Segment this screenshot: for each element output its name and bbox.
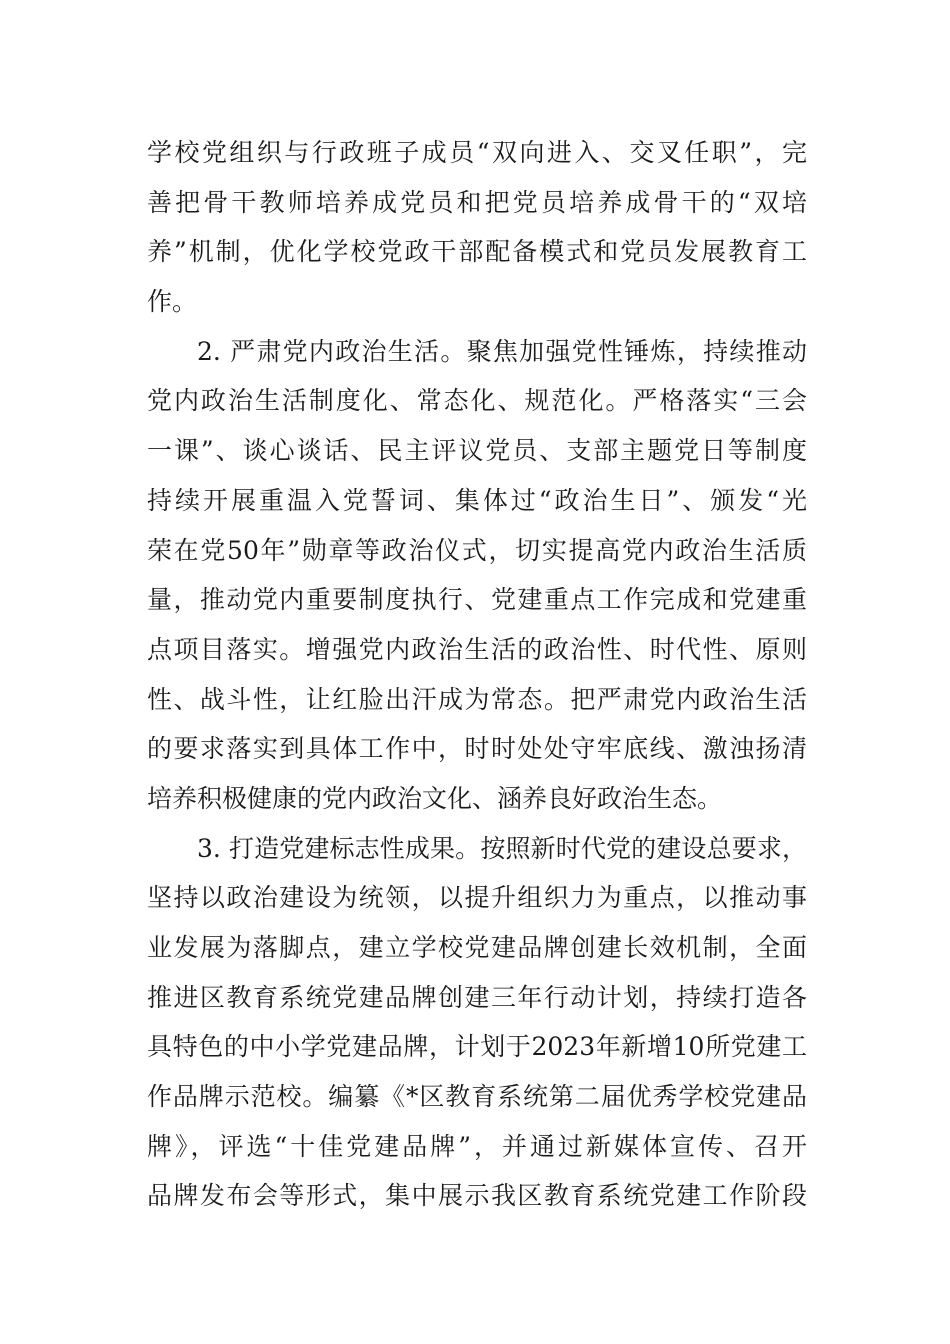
text-line: 荣在党50年”勋章等政治仪式，切实提高党内政治生活质 <box>147 535 807 565</box>
text-line: 的要求落实到具体工作中，时时处处守牢底线、激浊扬清 <box>147 734 807 764</box>
text-line: 业发展为落脚点，建立学校党建品牌创建长效机制，全面 <box>147 933 807 962</box>
text-line: 坚持以政治建设为统领，以提升组织力为重点，以推动事 <box>147 883 807 913</box>
text-line: 学校党组织与行政班子成员“双向进入、交叉任职”，完 <box>147 138 807 167</box>
text-line: 点项目落实。增强党内政治生活的政治性、时代性、原则 <box>147 634 807 664</box>
text-line: 推进区教育系统党建品牌创建三年行动计划，持续打造各 <box>147 982 807 1012</box>
text-line: 2. 严肃党内政治生活。聚焦加强党性锤炼，持续推动 <box>197 336 807 366</box>
text-line: 3. 打造党建标志性成果。按照新时代党的建设总要求， <box>197 833 807 863</box>
text-line: 持续开展重温入党誓词、集体过“政治生日”、颁发“光 <box>147 485 807 515</box>
text-line: 善把骨干教师培养成党员和把党员培养成骨干的“双培 <box>147 187 807 217</box>
text-line: 牌》，评选“十佳党建品牌”，并通过新媒体宣传、召开 <box>147 1131 807 1161</box>
text-line: 品牌发布会等形式，集中展示我区教育系统党建工作阶段 <box>147 1181 807 1211</box>
body-text <box>147 128 807 1221</box>
text-line: 量，推动党内重要制度执行、党建重点工作完成和党建重 <box>147 585 807 615</box>
text-line: 作。 <box>147 287 198 317</box>
text-line: 具特色的中小学党建品牌，计划于2023年新增10所党建工 <box>147 1032 807 1062</box>
text-line: 作品牌示范校。编纂《*区教育系统第二届优秀学校党建品 <box>147 1082 807 1112</box>
text-line: 党内政治生活制度化、常态化、规范化。严格落实“三会 <box>147 386 807 416</box>
text-line: 培养积极健康的党内政治文化、涵养良好政治生态。 <box>147 783 723 813</box>
text-line: 养”机制，优化学校党政干部配备模式和党员发展教育工 <box>147 237 807 267</box>
text-line: 性、战斗性，让红脸出汗成为常态。把严肃党内政治生活 <box>147 684 807 714</box>
text-line: 一课”、谈心谈话、民主评议党员、支部主题党日等制度 <box>147 436 807 466</box>
